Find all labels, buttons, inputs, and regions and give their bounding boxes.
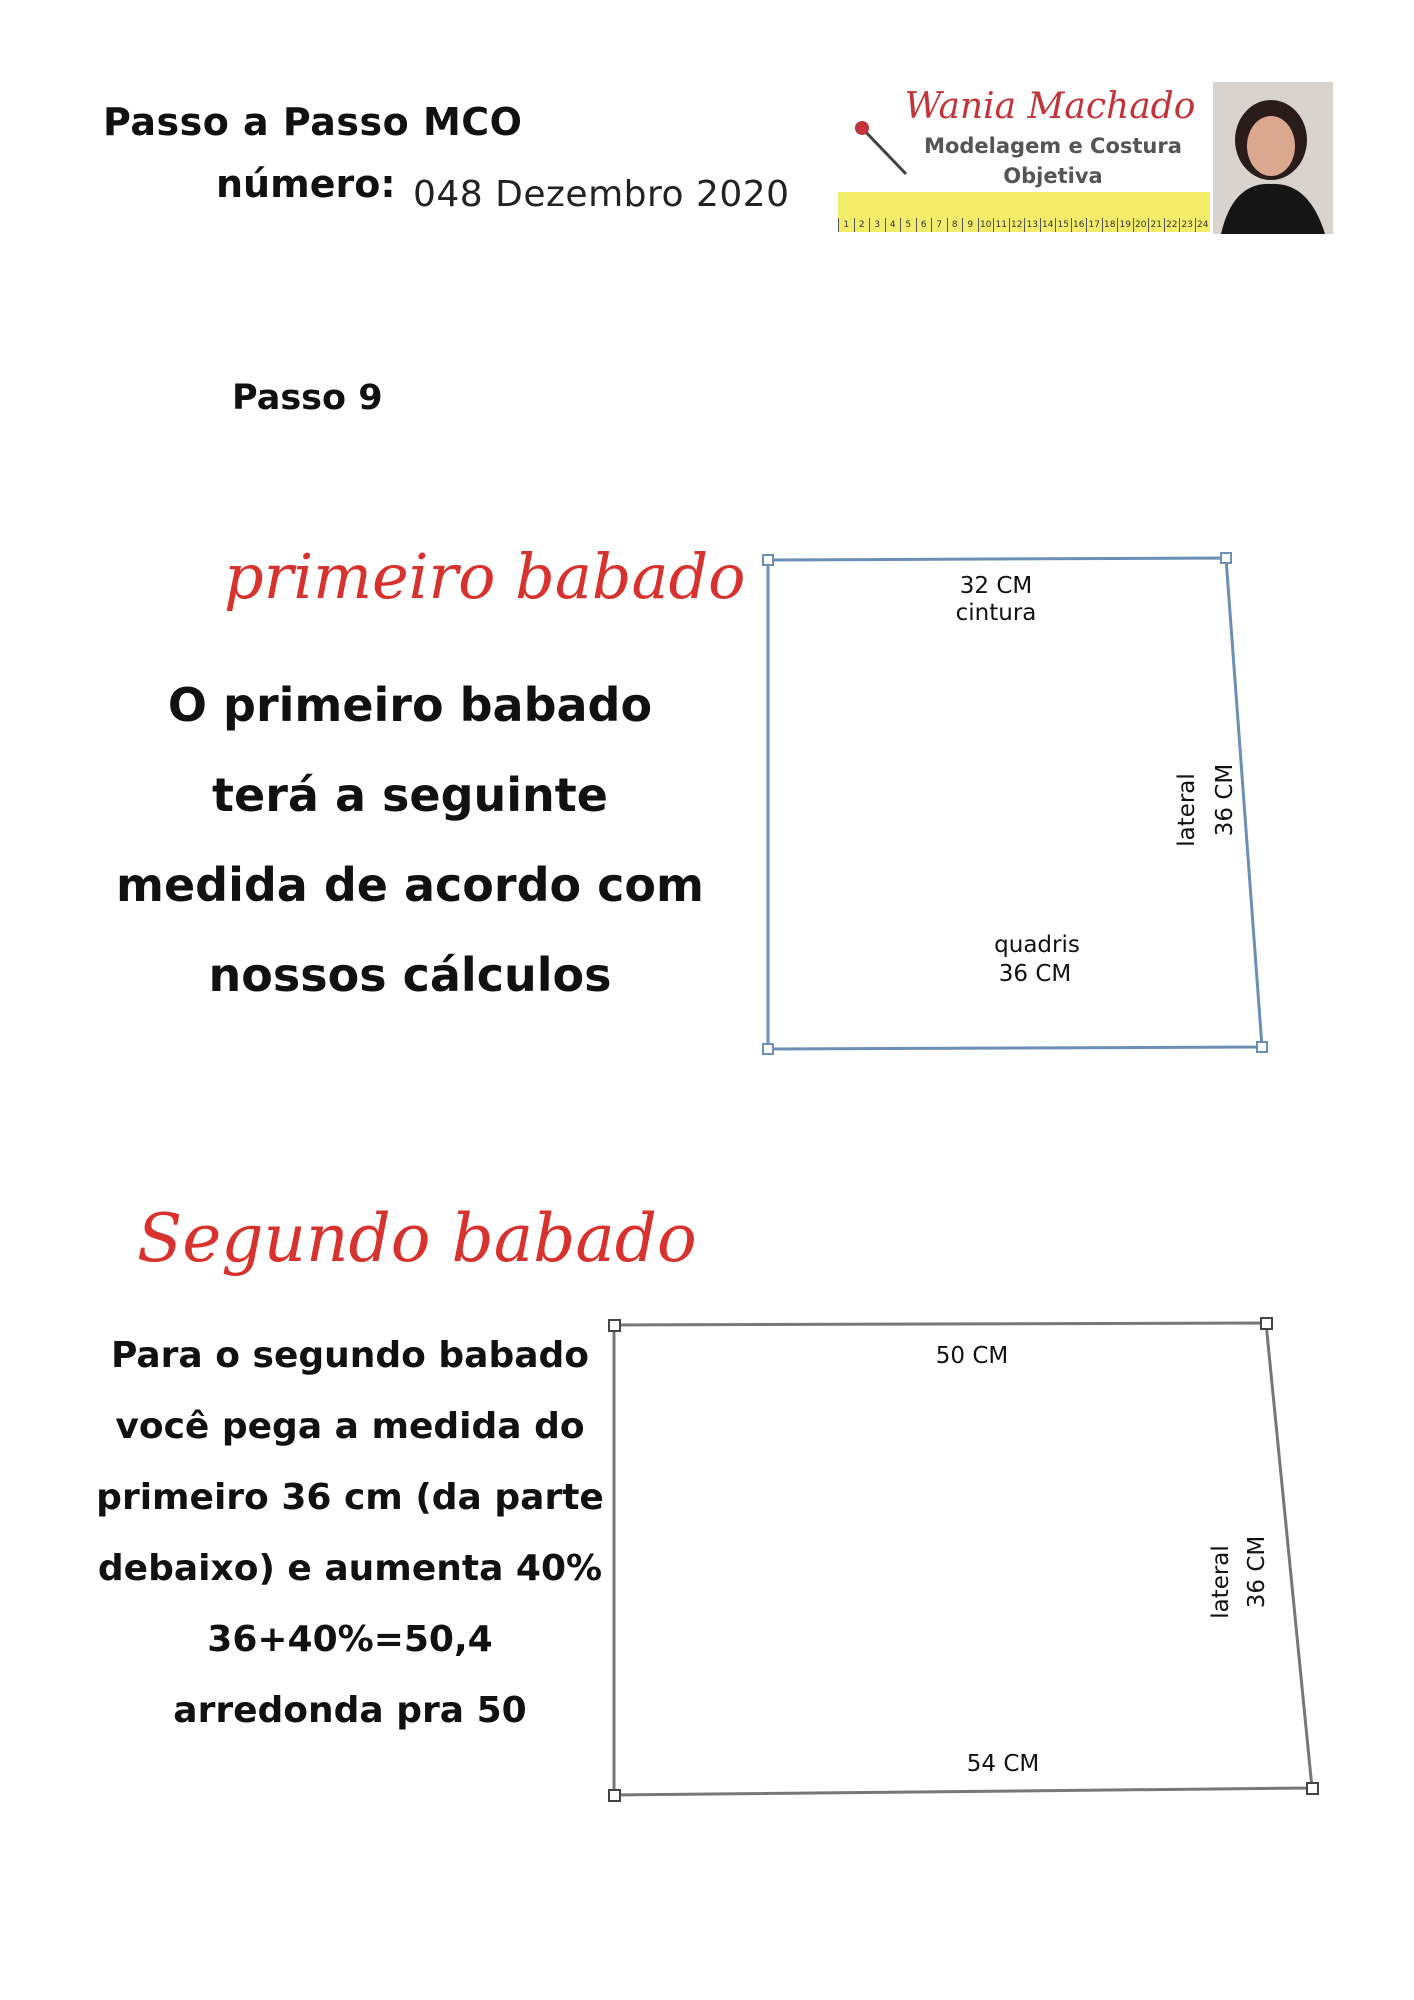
ruler-tick: 21	[1148, 218, 1164, 232]
side-label: lateral	[1174, 773, 1200, 847]
handle[interactable]	[1307, 1783, 1318, 1794]
section2-line: debaixo) e aumenta 40%	[97, 1548, 603, 1589]
section1-title: primeiro babado	[224, 540, 746, 613]
handle[interactable]	[609, 1320, 620, 1331]
brand-line2: Objetiva	[1003, 164, 1103, 188]
handle[interactable]	[1221, 553, 1231, 563]
ruler-tick: 11	[993, 218, 1009, 232]
handle[interactable]	[763, 555, 773, 565]
ruler-tick: 13	[1024, 218, 1040, 232]
ruler-tick: 6	[916, 218, 932, 232]
ruler-tick: 4	[885, 218, 901, 232]
brand-script-name: Wania Machado	[904, 86, 1196, 127]
handle[interactable]	[763, 1044, 773, 1054]
top-measure: 50 CM	[935, 1343, 1009, 1369]
number-value: 048 Dezembro 2020	[413, 174, 790, 215]
section1-line: O primeiro babado	[167, 678, 653, 732]
section2-line: 36+40%=50,4	[207, 1619, 493, 1660]
side-measure: 36 CM	[1244, 1535, 1270, 1609]
ruler-tick: 18	[1102, 218, 1118, 232]
section2-line: arredonda pra 50	[173, 1690, 527, 1731]
top-measure: 32 CM	[959, 573, 1033, 599]
ruler-tick: 5	[900, 218, 916, 232]
ruler-tick: 9	[962, 218, 978, 232]
handle[interactable]	[1257, 1042, 1267, 1052]
second-ruffle-pattern	[609, 1318, 1318, 1801]
section1-line: terá a seguinte	[212, 768, 608, 822]
handle[interactable]	[609, 1790, 620, 1801]
ruler-tick: 22	[1164, 218, 1180, 232]
section2-title: Segundo babado	[137, 1200, 697, 1277]
ruler-tick: 3	[869, 218, 885, 232]
section2-line: você pega a medida do	[115, 1406, 585, 1447]
first-ruffle-pattern	[763, 553, 1267, 1054]
ruler-tick: 8	[947, 218, 963, 232]
ruler-tick: 20	[1133, 218, 1149, 232]
section1-line: medida de acordo com	[116, 858, 704, 912]
ruler-tick: 14	[1040, 218, 1056, 232]
ruler-tick: 1	[838, 218, 854, 232]
section2-line: primeiro 36 cm (da parte	[96, 1477, 604, 1518]
ruler-tick: 12	[1009, 218, 1025, 232]
ruler-tick: 23	[1179, 218, 1195, 232]
handle[interactable]	[1261, 1318, 1272, 1329]
ruler-tick: 16	[1071, 218, 1087, 232]
section1-line: nossos cálculos	[208, 948, 612, 1002]
bottom-label: quadris	[994, 932, 1080, 958]
ruler-tick: 2	[854, 218, 870, 232]
ruler-tick: 15	[1055, 218, 1071, 232]
number-label: número:	[216, 162, 396, 206]
top-label: cintura	[955, 600, 1037, 626]
section2-line: Para o segundo babado	[110, 1335, 590, 1376]
document-title: Passo a Passo MCO	[103, 100, 523, 144]
ruler-tick: 10	[978, 218, 994, 232]
ruler-tick: 24	[1195, 218, 1211, 232]
bottom-measure: 54 CM	[966, 1751, 1040, 1777]
side-label: lateral	[1208, 1545, 1234, 1619]
brand-line1: Modelagem e Costura	[924, 134, 1182, 158]
step-label: Passo 9	[232, 378, 383, 418]
ruler-tick: 7	[931, 218, 947, 232]
ruler-tick: 17	[1086, 218, 1102, 232]
ruler-tick: 19	[1117, 218, 1133, 232]
side-measure: 36 CM	[1212, 763, 1238, 837]
bottom-measure: 36 CM	[998, 961, 1072, 987]
